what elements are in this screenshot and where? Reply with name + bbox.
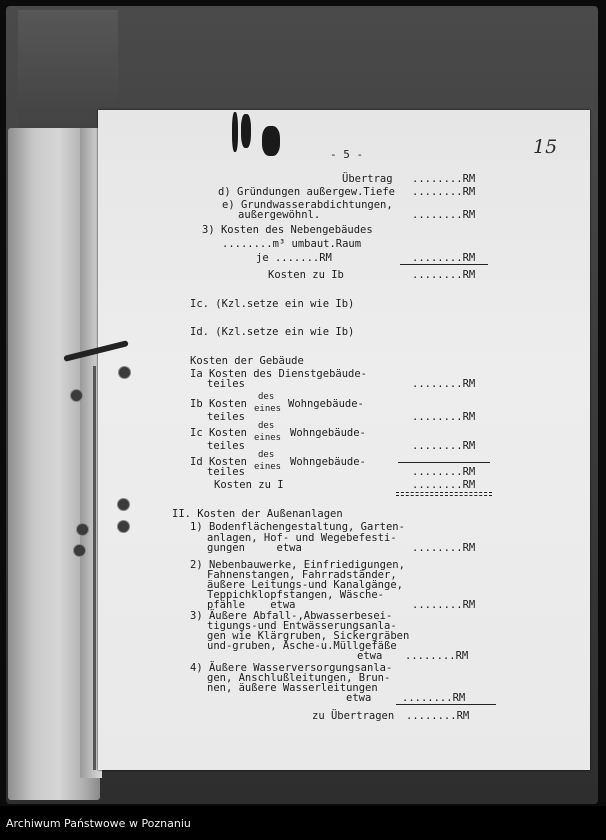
rm-field: ........RM: [412, 186, 476, 198]
rm-field: ........RM: [412, 599, 476, 611]
folio-number: 15: [533, 136, 558, 158]
rm-field: ........RM: [412, 479, 476, 491]
punch-hole: [76, 523, 89, 536]
id-eines: eines: [254, 462, 282, 472]
ii-item-3-cont: gen wie Klärgruben, Sickergräben: [207, 630, 410, 642]
ii-item-1: 1) Bodenflächengestaltung, Garten-: [190, 521, 405, 533]
rm-field: ........RM: [412, 209, 476, 221]
id-teiles: teiles: [207, 466, 245, 478]
archive-credit: Archiwum Państwowe w Poznaniu: [6, 817, 191, 830]
ic-des: des: [258, 421, 275, 431]
total-rule: [396, 495, 492, 496]
subtotal-rule: [396, 704, 496, 705]
punch-hole: [117, 520, 130, 533]
subtotal-rule: [400, 264, 488, 265]
punch-hole: [73, 544, 86, 557]
item-e-cont: außergewöhnl.: [238, 209, 321, 221]
ii-item-4-cont: gen, Anschlußleitungen, Brun-: [207, 672, 391, 684]
tear-mark: [262, 126, 280, 156]
ii-item-2-cont: äußere Leitungs-und Kanalgänge,: [207, 579, 403, 591]
rm-field: ........RM: [406, 710, 470, 722]
ic-note: Ic. (Kzl.setze ein wie Ib): [190, 298, 355, 310]
item-3-unit-price: je .......RM: [256, 252, 332, 264]
item-e: e) Grundwasserabdichtungen,: [222, 199, 393, 211]
ic-line: Ic Kosten: [190, 427, 247, 439]
ic-line-cont: Wohngebäude-: [290, 427, 366, 439]
punch-hole: [70, 389, 83, 402]
rm-field: ........RM: [412, 542, 476, 554]
rm-field: ........RM: [412, 252, 476, 264]
ii-item-3: 3) Äußere Abfall-,Abwasserbesei-: [190, 610, 393, 622]
ii-item-1-cont: anlagen, Hof- und Wegebefesti-: [207, 532, 397, 544]
rm-field: ........RM: [412, 378, 476, 390]
id-des: des: [258, 450, 275, 460]
ii-item-2-cont: Fahnenstangen, Fahrradständer,: [207, 569, 397, 581]
carry-forward-label: zu Übertragen: [312, 710, 395, 722]
binder-spine: [93, 366, 96, 770]
rm-field: ........RM: [412, 269, 476, 281]
ic-teiles: teiles: [207, 440, 245, 452]
ii-item-1-end: gungen etwa: [207, 542, 302, 554]
item-d: d) Gründungen außergew.Tiefe: [218, 186, 396, 198]
punch-hole: [118, 366, 131, 379]
carryover-label: Übertrag: [342, 173, 393, 185]
ii-item-4: 4) Äußere Wasserversorgungsanla-: [190, 662, 393, 674]
ii-item-4-end: etwa: [346, 692, 372, 704]
ib-teiles: teiles: [207, 411, 245, 423]
total-ib: Kosten zu Ib: [268, 269, 344, 281]
id-line-cont: Wohngebäude-: [290, 456, 366, 468]
tear-mark: [241, 114, 251, 148]
ic-eines: eines: [254, 433, 282, 443]
ia-line-cont: teiles: [207, 378, 245, 390]
id-line: Id Kosten: [190, 456, 247, 468]
rm-field: ........RM: [405, 650, 469, 662]
ii-item-2: 2) Nebenbauwerke, Einfriedigungen,: [190, 559, 405, 571]
ii-item-3-end: etwa: [357, 650, 383, 662]
ib-line-cont: Wohngebäude-: [288, 398, 364, 410]
ii-item-2-end: pfähle etwa: [207, 599, 296, 611]
id-note: Id. (Kzl.setze ein wie Ib): [190, 326, 355, 338]
ii-item-4-cont: nen, äußere Wasserleitungen: [207, 682, 378, 694]
rm-field: ........RM: [412, 411, 476, 423]
total-i: Kosten zu I: [214, 479, 284, 491]
item-3-volume: ........m³ umbaut.Raum: [222, 238, 362, 250]
section-ii-heading: II. Kosten der Außenanlagen: [172, 508, 343, 520]
rm-field: ........RM: [412, 466, 476, 478]
ii-item-3-cont: tigungs-und Entwässerungsanla-: [207, 620, 397, 632]
rm-field: ........RM: [412, 173, 476, 185]
punch-hole: [117, 498, 130, 511]
rm-field: ........RM: [412, 440, 476, 452]
subtotal-rule: [398, 462, 490, 463]
tear-mark: [232, 112, 238, 152]
building-costs-heading: Kosten der Gebäude: [190, 355, 304, 367]
ii-item-3-cont: und-gruben, Asche-u.Müllgefäße: [207, 640, 397, 652]
ib-des: des: [258, 392, 275, 402]
ia-line: Ia Kosten des Dienstgebäude-: [190, 368, 368, 380]
ii-item-2-cont: Teppichklopfstangen, Wäsche-: [207, 589, 385, 601]
item-3-nebengebaeude: 3) Kosten des Nebengebäudes: [202, 224, 373, 236]
total-rule: [396, 492, 492, 493]
page-number: - 5 -: [330, 148, 364, 161]
rm-field: ........RM: [402, 692, 466, 704]
ib-line: Ib Kosten: [190, 398, 247, 410]
ib-eines: eines: [254, 404, 282, 414]
